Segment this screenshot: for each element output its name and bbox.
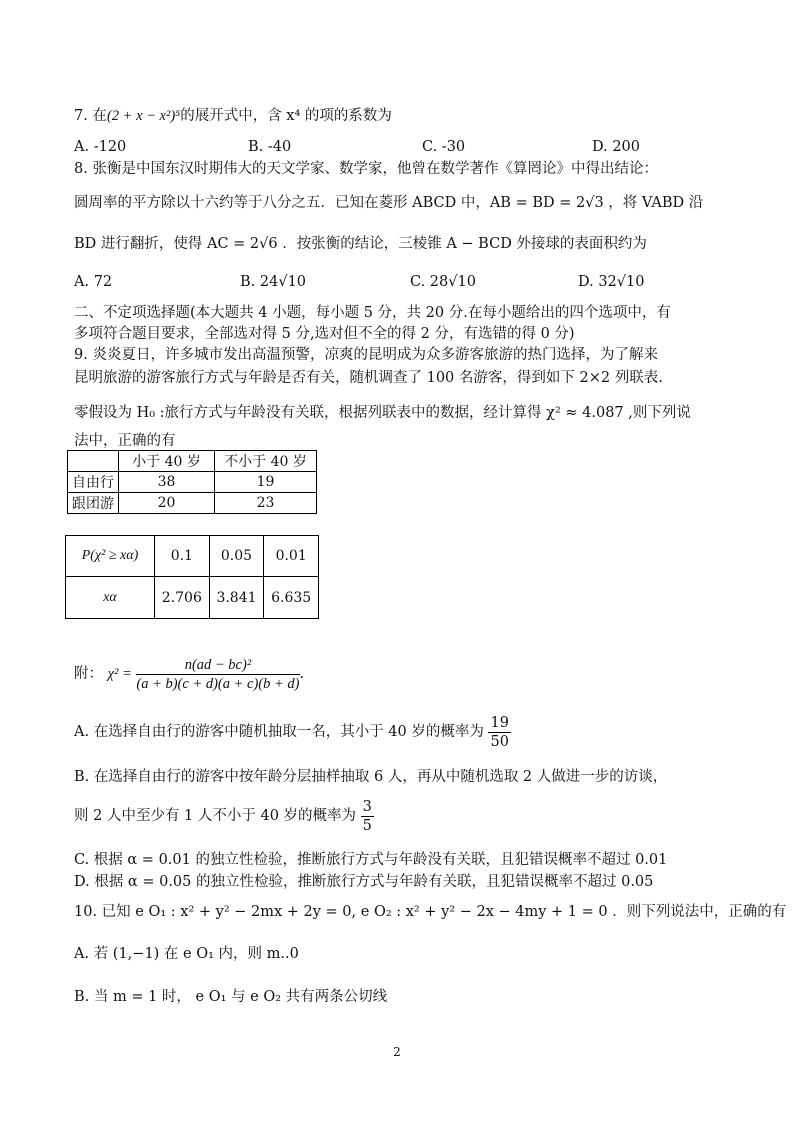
table-cell: 不小于 40 岁 (215, 451, 317, 472)
section2-line-2: 多项符合题目要求，全部选对得 5 分,选对但不全的得 2 分，有选错的得 0 分) (74, 326, 575, 342)
table-cell: 6.635 (264, 577, 319, 619)
q8-option-d: D. 32√10 (578, 274, 645, 290)
table-row (68, 451, 317, 472)
table-cell: 小于 40 岁 (119, 451, 215, 472)
q8-line-2: 圆周率的平方除以十六约等于八分之五．已知在菱形 ABCD 中，AB = BD = 2√3 ，将 VABD 沿 (74, 195, 704, 211)
q7-option-b: B. -40 (248, 139, 292, 155)
q9-option-b-line-2 (74, 797, 374, 835)
formula-end: . (299, 666, 305, 682)
formula-numerator: n(ad − bc)² (136, 656, 299, 675)
table-row (66, 536, 319, 577)
table-row (66, 577, 319, 619)
q9-option-b-text: 则 2 人中至少有 1 人不小于 40 岁的概率为 (74, 808, 357, 824)
q8-options (74, 274, 674, 294)
fraction-numerator: 3 (362, 798, 372, 815)
q8-line-1: 8. 张衡是中国东汉时期伟大的天文学家、数学家，他曾在数学著作《算罔论》中得出结论： (74, 161, 658, 177)
q8-option-c: C. 28√10 (410, 274, 476, 290)
table-cell: 19 (215, 472, 317, 493)
q7-stem-suffix: 的展开式中，含 x⁴ 的项的系数为 (180, 108, 392, 124)
q9-line-1: 9. 炎炎夏日，许多城市发出高温预警，凉爽的昆明成为众多游客旅游的热门选择，为了解来 (74, 347, 658, 363)
q9-option-a-text: A. 在选择自由行的游客中随机抽取一名，其小于 40 岁的概率为 (74, 724, 484, 740)
q10-stem: 10. 已知 e O₁ : x² + y² − 2mx + 2y = 0, e O₂ : x² + y² − 2x − 4my + 1 = 0 ．则下列说法中，正确的有 (74, 904, 787, 920)
contingency-table (67, 450, 317, 514)
table-cell: 0.01 (264, 536, 319, 577)
formula-denominator: (a + b)(c + d)(a + c)(b + d) (136, 675, 300, 692)
critical-value-table (65, 535, 319, 619)
q8-option-a: A. 72 (74, 274, 113, 290)
q10-option-b: B. 当 m = 1 时， e O₁ 与 e O₂ 共有两条公切线 (74, 989, 388, 1005)
table-cell: P(χ² ≥ xα) (66, 536, 155, 577)
table-cell: 跟团游 (68, 493, 119, 514)
q9-option-a-fraction (488, 714, 510, 751)
q7-option-d: D. 200 (592, 139, 641, 155)
fraction-denominator: 5 (362, 817, 372, 834)
table-cell: 3.841 (209, 577, 264, 619)
chi-square-formula (74, 655, 304, 693)
q7-stem (74, 106, 392, 126)
q10-option-a: A. 若 (1,−1) 在 e O₁ 内，则 m..0 (74, 946, 299, 962)
table-cell: xα (66, 577, 155, 619)
q8-option-b: B. 24√10 (240, 274, 307, 290)
q9-line-3: 零假设为 H₀ :旅行方式与年龄没有关联，根据列联表中的数据，经计算得 χ² ≈ 4.087 ,则下列说 (74, 405, 691, 421)
formula-lhs: χ² = (107, 666, 132, 682)
q9-line-4: 法中，正确的有 (74, 433, 176, 449)
table-cell: 38 (119, 472, 215, 493)
fraction-denominator: 50 (490, 733, 509, 750)
fraction-numerator: 19 (490, 714, 509, 731)
q7-stem-prefix: 7. 在 (74, 108, 107, 124)
q8-line-3: BD 进行翻折，使得 AC = 2√6 ．按张衡的结论，三棱锥 A − BCD 外接球的表面积约为 (74, 236, 647, 252)
formula-prefix: 附： (74, 666, 103, 682)
table-cell: 自由行 (68, 472, 119, 493)
formula-fraction (136, 656, 299, 693)
page-number: 2 (393, 1045, 401, 1059)
section2-line-1: 二、不定项选择题(本大题共 4 小题，每小题 5 分，共 20 分.在每小题给出的四个选项中，有 (74, 305, 671, 321)
q9-option-a (74, 713, 511, 751)
table-cell: 0.1 (155, 536, 210, 577)
q7-option-a: A. -120 (74, 139, 127, 155)
q9-option-d: D. 根据 α = 0.05 的独立性检验，推断旅行方式与年龄有关联，且犯错误概率不超过 0.05 (74, 874, 654, 890)
table-cell: 0.05 (209, 536, 264, 577)
q7-options (74, 139, 674, 159)
table-cell: 23 (215, 493, 317, 514)
q9-line-2: 昆明旅游的游客旅行方式与年龄是否有关，随机调查了 100 名游客，得到如下 2×2 列联表. (74, 370, 663, 386)
q9-option-b-fraction (361, 798, 374, 835)
q9-option-c: C. 根据 α = 0.01 的独立性检验，推断旅行方式与年龄没有关联，且犯错误概率不超过 0.01 (74, 852, 668, 868)
table-cell (68, 451, 119, 472)
table-cell: 2.706 (155, 577, 210, 619)
q7-expression: (2 + x − x²)⁵ (106, 108, 181, 124)
q9-option-b-line-1: B. 在选择自由行的游客中按年龄分层抽样抽取 6 人，再从中随机选取 2 人做进一步的访谈， (74, 769, 668, 785)
table-row (68, 472, 317, 493)
q7-option-c: C. -30 (422, 139, 466, 155)
table-row (68, 493, 317, 514)
table-cell: 20 (119, 493, 215, 514)
